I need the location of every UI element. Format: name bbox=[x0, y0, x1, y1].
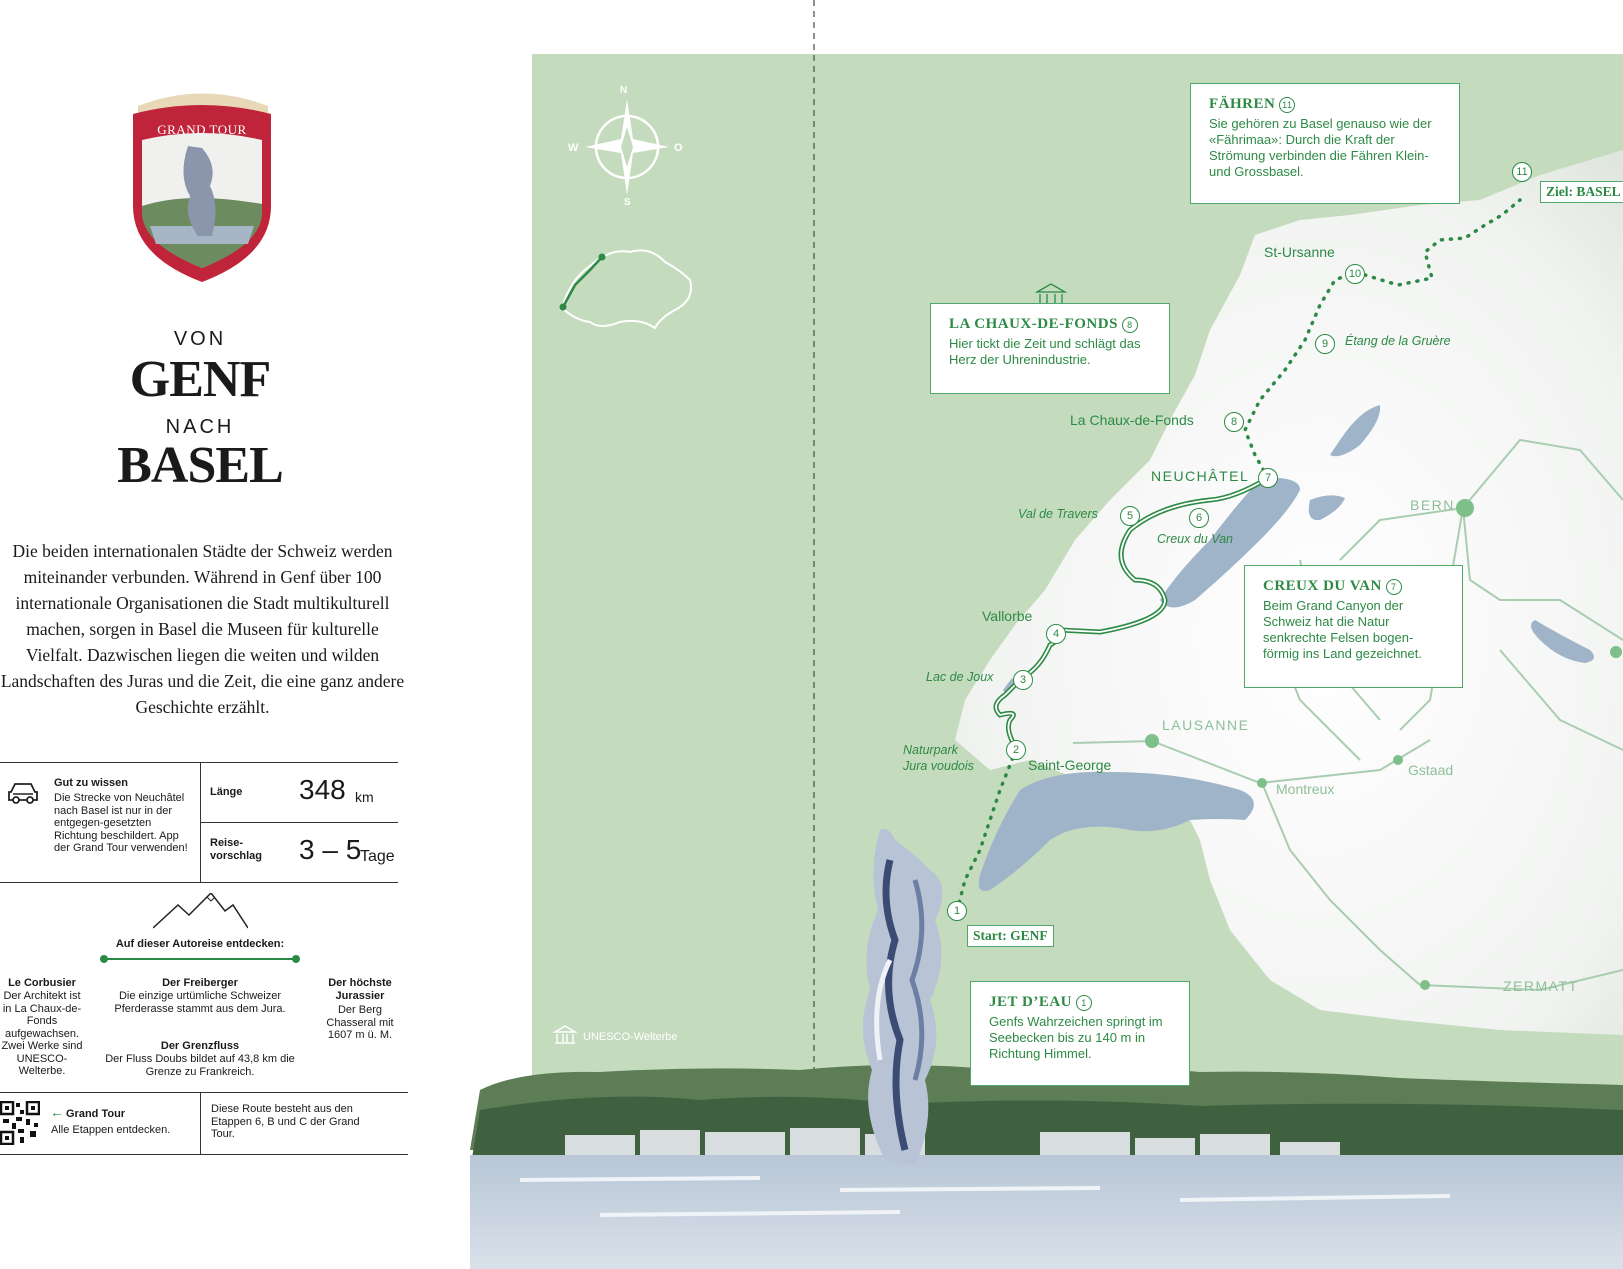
place-etang-de-la-gruere: Étang de la Gruère bbox=[1345, 334, 1451, 348]
montreux-dot bbox=[1257, 778, 1267, 788]
stop-number-badge: 8 bbox=[1122, 317, 1138, 333]
box-text: Genfs Wahrzeichen springt im Seebecken bis zu 140 m in Richtung Himmel. bbox=[989, 1014, 1163, 1061]
route-stop[interactable]: 7 bbox=[1258, 468, 1278, 488]
good-to-know-title: Gut zu wissen bbox=[54, 777, 128, 789]
trip-value: 3 – 5 bbox=[299, 834, 362, 865]
route-stop[interactable]: 2 bbox=[1006, 740, 1026, 760]
place-val-de-travers: Val de Travers bbox=[1018, 507, 1098, 521]
place-gstaad: Gstaad bbox=[1408, 762, 1454, 778]
place-montreux: Montreux bbox=[1276, 781, 1335, 797]
trip-label: Reise-vorschlag bbox=[210, 837, 262, 862]
route-stop[interactable]: 3 bbox=[1013, 670, 1033, 690]
compass-o: O bbox=[674, 142, 683, 154]
discover-line bbox=[103, 958, 296, 960]
trip-unit: Tage bbox=[360, 848, 395, 865]
discover-item-text: Der Berg Chasseral mit 1607 m ü. M. bbox=[326, 1004, 394, 1041]
box-title: LA CHAUX-DE-FONDS bbox=[949, 316, 1118, 332]
length-value: 348 bbox=[299, 774, 346, 805]
route-stop[interactable]: 5 bbox=[1120, 506, 1140, 526]
east-dot bbox=[1610, 646, 1622, 658]
length-unit: km bbox=[355, 789, 374, 805]
title-von: VON bbox=[173, 328, 227, 350]
place-vallorbe: Vallorbe bbox=[982, 608, 1033, 624]
place-zermatt: ZERMATT bbox=[1503, 978, 1579, 994]
box-title: JET D’EAU bbox=[989, 994, 1072, 1010]
discover-item-title: Le Corbusier bbox=[8, 977, 76, 989]
intro-text: Die beiden internationalen Städte der Schweiz werden miteinander verbunden. Während in Genf über 100 internationale Organisationen die Stadt multikulturell machen, sorgen in Basel die Museen für kulturelle Vielfalt. Dazwischen liegen die weiten und wilden Landschaften des Juras und die Zeit, die eine ganz andere Geschichte erzählt. bbox=[0, 541, 405, 717]
route-info-text: Diese Route besteht aus den Etappen 6, B und C der Grand Tour. bbox=[211, 1103, 360, 1140]
box-text: Sie gehören zu Basel genauso wie der «Fährimaa»: Durch die Kraft der Strömung verbinden die Fähren Klein- und Grossbasel. bbox=[1209, 116, 1432, 179]
stop-number-badge: 1 bbox=[1076, 995, 1092, 1011]
discover-line-dot-left bbox=[100, 955, 108, 963]
route-stop[interactable]: 6 bbox=[1189, 508, 1209, 528]
bern-dot bbox=[1456, 499, 1474, 517]
title-genf: GENF bbox=[129, 351, 271, 408]
discover-item-title: Der Grenzfluss bbox=[160, 1040, 240, 1052]
place-st-ursanne: St-Ursanne bbox=[1264, 244, 1335, 260]
place-lac-de-joux: Lac de Joux bbox=[926, 670, 994, 684]
box-text: Hier tickt die Zeit und schlägt das Herz der Uhrenindustrie. bbox=[949, 336, 1141, 367]
place-naturpark: Naturpark bbox=[903, 743, 958, 757]
place-jura-voudois: Jura voudois bbox=[903, 759, 974, 773]
good-to-know-text: Die Strecke von Neuchâtel nach Basel ist nur in der entgegen-gesetzten Richtung beschildert. App der Grand Tour verwenden! bbox=[54, 792, 188, 854]
box-title: CREUX DU VAN bbox=[1263, 578, 1382, 594]
place-saint-george: Saint-George bbox=[1028, 757, 1112, 773]
compass-w: W bbox=[568, 142, 579, 154]
lausanne-dot bbox=[1145, 734, 1159, 748]
compass-n: N bbox=[620, 85, 628, 96]
title-basel: BASEL bbox=[117, 437, 283, 494]
info-box-la-chaux-de-fonds bbox=[930, 303, 1170, 394]
discover-item-text: Der Fluss Doubs bildet auf 43,8 km die Grenze zu Frankreich. bbox=[105, 1053, 295, 1078]
discover-item-title: Der Freiberger bbox=[162, 977, 238, 989]
grand-tour-link[interactable]: Grand Tour bbox=[66, 1108, 126, 1120]
route-stop[interactable]: 4 bbox=[1046, 624, 1066, 644]
info-box-jet-deau bbox=[970, 981, 1190, 1086]
route-stop[interactable]: 9 bbox=[1315, 334, 1335, 354]
discover-heading: Auf dieser Autoreise entdecken: bbox=[115, 938, 285, 950]
compass-s: S bbox=[624, 197, 631, 208]
unesco-legend: UNESCO-Welterbe bbox=[583, 1031, 678, 1043]
box-title: FÄHREN bbox=[1209, 96, 1276, 112]
info-box-creux-du-van bbox=[1244, 565, 1463, 688]
grand-tour-link-text: Alle Etappen entdecken. bbox=[51, 1124, 171, 1136]
place-lausanne: LAUSANNE bbox=[1162, 717, 1250, 733]
car-icon bbox=[7, 780, 39, 806]
title-nach: NACH bbox=[165, 416, 235, 438]
stop-number-badge: 11 bbox=[1279, 97, 1295, 113]
route-stop[interactable]: 10 bbox=[1345, 264, 1365, 284]
place-la-chaux-de-fonds: La Chaux-de-Fonds bbox=[1070, 412, 1194, 428]
place-creux-du-van: Creux du Van bbox=[1157, 532, 1233, 546]
start-label: Start: GENF bbox=[967, 925, 1054, 947]
length-label: Länge bbox=[210, 786, 243, 798]
discover-line-dot-right bbox=[292, 955, 300, 963]
route-stop[interactable]: 1 bbox=[947, 901, 967, 921]
box-text: Beim Grand Canyon der Schweiz hat die Natur senkrechte Felsen bogen-förmig ins Land gezeichnet. bbox=[1263, 598, 1422, 661]
qr-code-icon[interactable] bbox=[0, 1101, 40, 1145]
discover-item-text: Der Architekt ist in La Chaux-de-Fonds aufgewachsen. Zwei Werke sind UNESCO-Welterbe. bbox=[1, 990, 83, 1077]
discover-item-title: Der höchste Jurassier bbox=[328, 977, 392, 1002]
badge-label: GRAND TOUR bbox=[157, 122, 247, 137]
discover-item-text: Die einzige urtümliche Schweizer Pferderasse stammt aus dem Jura. bbox=[114, 990, 286, 1015]
zermatt-dot bbox=[1420, 980, 1430, 990]
route-stop[interactable]: 11 bbox=[1512, 162, 1532, 182]
arrow-left-icon: ← bbox=[50, 1104, 64, 1120]
route-stop[interactable]: 8 bbox=[1224, 412, 1244, 432]
ziel-label: Ziel: BASEL bbox=[1540, 181, 1623, 203]
place-bern: BERN bbox=[1410, 497, 1455, 513]
place-neuchatel: NEUCHÂTEL bbox=[1151, 468, 1250, 484]
mountains-icon bbox=[153, 893, 248, 929]
stop-number-badge: 7 bbox=[1386, 579, 1402, 595]
gstaad-dot bbox=[1393, 755, 1403, 765]
info-box-faehren bbox=[1190, 83, 1460, 204]
